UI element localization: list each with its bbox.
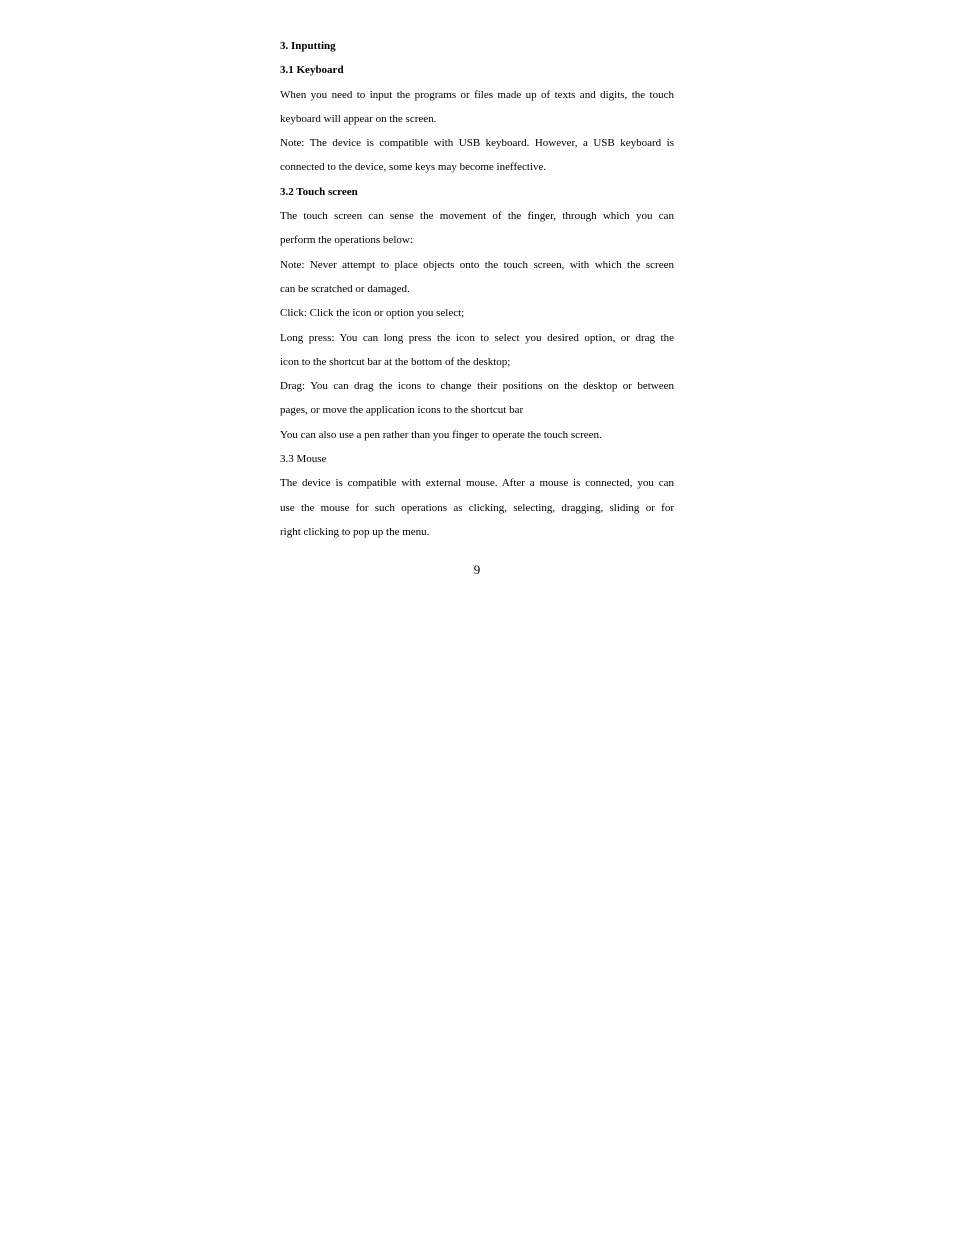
page-number: 9 — [473, 562, 481, 577]
keyboard-paragraph-line-2: keyboard will appear on the screen. — [280, 112, 437, 125]
drag-line-1: Drag: You can drag the icons to change their positions on the desktop or between — [280, 380, 674, 393]
section-heading-inputting: 3. Inputting — [280, 40, 336, 52]
document-page — [280, 34, 674, 544]
subsection-heading-mouse: 3.3 Mouse — [280, 453, 327, 466]
touch-paragraph-line-2: perform the operations below: — [280, 234, 413, 247]
mouse-paragraph-line-1: The device is compatible with external mouse. After a mouse is connected, you can — [280, 477, 674, 490]
subsection-heading-touch-screen: 3.2 Touch screen — [280, 185, 358, 198]
long-press-line-1: Long press: You can long press the icon to select you desired option, or drag the — [280, 331, 674, 344]
touch-paragraph-line-1: The touch screen can sense the movement of the finger, through which you can — [280, 210, 674, 223]
keyboard-note-line-2: connected to the device, some keys may become ineffective. — [280, 161, 547, 174]
drag-line-2: pages, or move the application icons to the shortcut bar — [280, 404, 524, 417]
click-description: Click: Click the icon or option you select; — [280, 307, 465, 320]
mouse-paragraph-line-3: right clicking to pop up the menu. — [280, 525, 430, 538]
long-press-line-2: icon to the shortcut bar at the bottom of the desktop; — [280, 355, 511, 368]
touch-note-line-2: can be scratched or damaged. — [280, 282, 410, 295]
keyboard-paragraph-line-1: When you need to input the programs or files made up of texts and digits, the touch — [280, 88, 674, 101]
subsection-heading-keyboard: 3.1 Keyboard — [280, 64, 344, 77]
touch-note-line-1: Note: Never attempt to place objects onto the touch screen, with which the screen — [280, 258, 674, 271]
keyboard-note-line-1: Note: The device is compatible with USB keyboard. However, a USB keyboard is — [280, 137, 674, 150]
mouse-paragraph-line-2: use the mouse for such operations as clicking, selecting, dragging, sliding or for — [280, 501, 674, 514]
pen-description: You can also use a pen rather than you finger to operate the touch screen. — [280, 428, 602, 441]
